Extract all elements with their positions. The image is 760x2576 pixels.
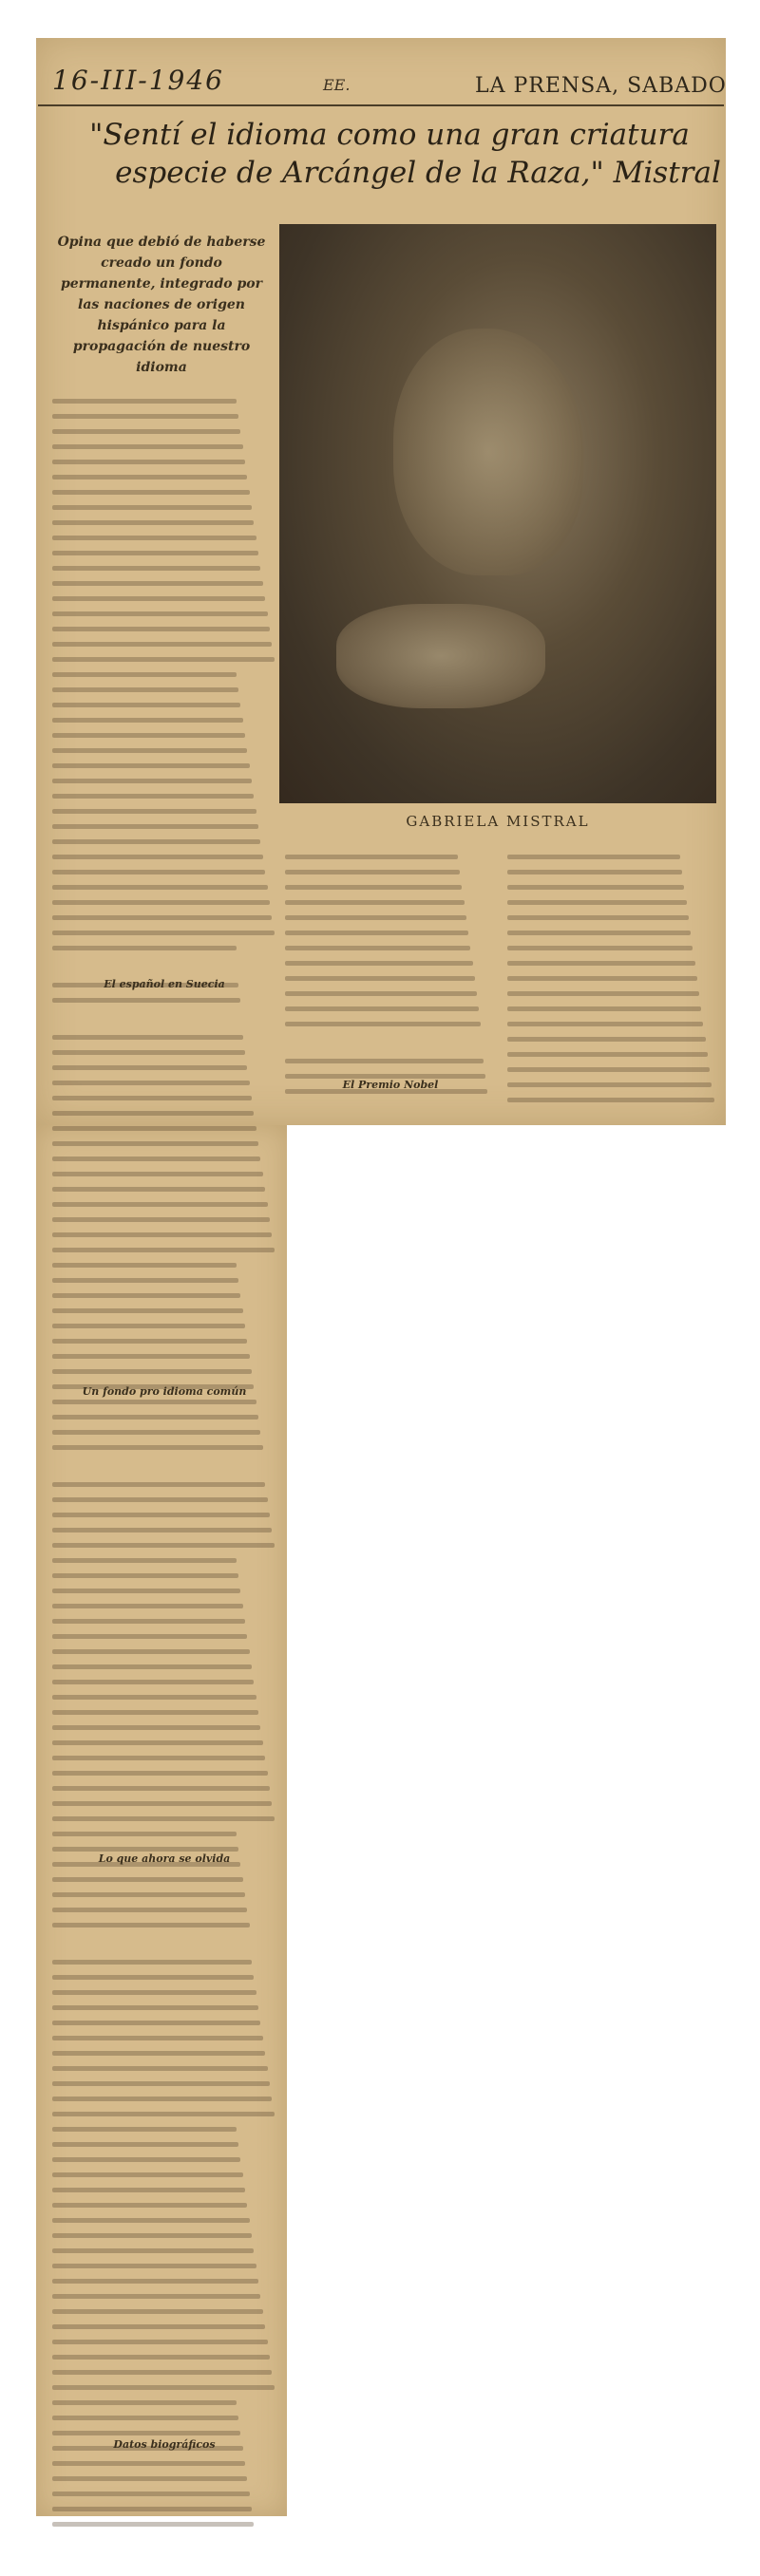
portrait-figure: [393, 329, 583, 575]
text-line: [52, 2461, 245, 2466]
text-line: [52, 2309, 263, 2314]
text-line: [52, 1497, 268, 1502]
header-rule: [38, 104, 724, 106]
text-line: [52, 399, 237, 404]
text-line: [285, 915, 466, 920]
text-line: [52, 2157, 240, 2162]
text-line: [52, 1649, 250, 1654]
text-line: [52, 1619, 245, 1624]
text-line: [52, 1710, 258, 1715]
text-line: [52, 1756, 265, 1760]
text-line: [507, 900, 687, 905]
text-line: [507, 1022, 703, 1026]
text-line: [52, 763, 250, 768]
text-line: [52, 2385, 275, 2390]
text-line: [285, 885, 462, 890]
handwritten-initials: EE.: [323, 76, 351, 94]
text-line: [52, 1187, 265, 1192]
text-line: [52, 1141, 258, 1146]
text-line: [52, 1975, 254, 1980]
text-line: [52, 1832, 237, 1836]
text-line: [52, 1990, 256, 1995]
text-line: [52, 566, 260, 571]
text-line: [52, 824, 258, 829]
text-line: [52, 1308, 243, 1313]
text-line: [52, 627, 270, 631]
text-line: [52, 2522, 254, 2527]
text-line: [52, 672, 237, 677]
text-line: [52, 1543, 275, 1548]
text-line: [52, 2400, 237, 2405]
text-line: [52, 1725, 260, 1730]
text-line: [52, 2431, 240, 2435]
text-line: [52, 1081, 250, 1085]
text-line: [52, 1847, 238, 1852]
text-line: [52, 581, 263, 586]
text-line: [52, 2081, 270, 2086]
text-line: [52, 2172, 243, 2177]
text-line: [52, 2507, 252, 2511]
text-line: [52, 2036, 263, 2040]
text-line: [52, 2370, 272, 2375]
portrait-hands: [336, 604, 545, 708]
photo-caption: GABRIELA MISTRAL: [406, 813, 590, 830]
text-line: [52, 2097, 272, 2101]
subhead-olvida: Lo que ahora se olvida: [98, 1852, 231, 1865]
text-line: [52, 2233, 252, 2238]
text-line: [52, 2476, 247, 2481]
text-line: [52, 460, 245, 464]
text-line: [52, 718, 243, 723]
subhead-fondo: Un fondo pro idioma común: [82, 1385, 247, 1398]
text-line: [52, 1065, 247, 1070]
text-line: [52, 915, 272, 920]
text-line: [52, 1400, 256, 1404]
text-line: [52, 2491, 250, 2496]
text-line: [507, 991, 699, 996]
portrait-photo: [279, 224, 716, 803]
text-line: [52, 1096, 252, 1100]
text-line: [285, 870, 460, 874]
text-line: [285, 855, 458, 859]
text-line: [52, 1695, 256, 1700]
text-line: [507, 915, 689, 920]
text-line: [507, 961, 695, 966]
text-line: [52, 1892, 245, 1897]
text-line: [52, 2279, 258, 2284]
text-line: [52, 1248, 275, 1252]
text-line: [507, 931, 691, 935]
text-line: [52, 1354, 250, 1359]
text-line: [52, 1528, 272, 1532]
text-line: [507, 885, 684, 890]
headline-line-2: especie de Arcángel de la Raza," Mistral: [115, 156, 721, 190]
text-line: [52, 1604, 243, 1608]
text-line: [52, 1740, 263, 1745]
text-line: [507, 1098, 714, 1102]
text-line: [52, 839, 260, 844]
text-line: [52, 1126, 256, 1131]
text-line: [52, 809, 256, 814]
text-line: [52, 1771, 268, 1776]
text-line: [52, 414, 238, 419]
text-line: [285, 1059, 484, 1063]
text-line: [285, 976, 475, 981]
text-line: [52, 885, 268, 890]
text-line: [52, 1293, 240, 1298]
text-line: [507, 870, 682, 874]
newspaper-masthead: LA PRENSA, SABADO: [475, 74, 727, 98]
text-line: [52, 475, 247, 479]
text-line: [52, 2127, 237, 2132]
text-line: [507, 855, 680, 859]
text-line: [52, 1908, 247, 1912]
text-line: [52, 900, 270, 905]
text-line: [52, 1156, 260, 1161]
text-line: [52, 657, 275, 662]
text-line: [52, 611, 268, 616]
text-line: [285, 1006, 479, 1011]
text-line: [52, 2021, 260, 2025]
text-line: [52, 733, 245, 738]
text-line: [52, 998, 240, 1003]
text-line: [52, 1263, 237, 1268]
text-line: [52, 1664, 252, 1669]
text-line: [52, 2051, 265, 2056]
text-line: [52, 1339, 247, 1344]
text-line: [507, 976, 697, 981]
text-line: [52, 1960, 252, 1965]
text-line: [52, 1816, 275, 1821]
text-line: [52, 596, 265, 601]
text-line: [52, 2066, 268, 2071]
text-line: [52, 520, 254, 525]
text-line: [52, 2416, 238, 2420]
text-line: [52, 855, 263, 859]
text-line: [285, 931, 468, 935]
body-column-right: [507, 855, 718, 1113]
text-line: [52, 1634, 247, 1639]
subhead-suecia: El español en Suecia: [104, 978, 225, 990]
text-line: [52, 2340, 268, 2344]
text-line: [52, 2005, 258, 2010]
text-line: [52, 2294, 260, 2299]
text-line: [52, 870, 265, 874]
subhead-nobel: El Premio Nobel: [342, 1079, 439, 1091]
text-line: [52, 748, 247, 753]
text-line: [52, 1445, 263, 1450]
text-line: [507, 1082, 712, 1087]
text-line: [507, 1037, 706, 1042]
text-line: [52, 1111, 254, 1116]
body-column-middle: [285, 855, 496, 1104]
text-line: [52, 703, 240, 707]
headline-line-1: "Sentí el idioma como una gran criatura: [89, 118, 690, 152]
text-line: [52, 687, 238, 692]
text-line: [52, 2218, 250, 2223]
text-line: [52, 2203, 247, 2208]
article-deck: Opina que debió de haberse creado un fondo permanente, integrado por las naciones de origen hispánico para la propagación de nuestro idioma: [57, 235, 266, 375]
text-line: [52, 1369, 252, 1374]
text-line: [52, 429, 240, 434]
text-line: [285, 946, 470, 950]
text-line: [52, 779, 252, 783]
text-line: [52, 2248, 254, 2253]
text-line: [52, 1877, 243, 1882]
text-line: [52, 1482, 265, 1487]
text-line: [507, 946, 693, 950]
text-line: [52, 2264, 256, 2268]
text-line: [52, 2188, 245, 2192]
text-line: [52, 931, 275, 935]
text-line: [52, 1202, 268, 1207]
text-line: [52, 946, 237, 950]
handwritten-date: 16-III-1946: [52, 65, 224, 96]
text-line: [52, 1217, 270, 1222]
text-line: [52, 1589, 240, 1593]
text-line: [507, 1067, 710, 1072]
text-line: [52, 2112, 275, 2116]
text-line: [52, 505, 252, 510]
text-line: [52, 444, 243, 449]
text-line: [52, 1923, 250, 1927]
text-line: [285, 961, 473, 966]
text-line: [52, 1558, 237, 1563]
text-line: [52, 536, 256, 540]
text-line: [52, 1172, 263, 1176]
text-line: [52, 1050, 245, 1055]
text-line: [52, 1278, 238, 1283]
text-line: [285, 991, 477, 996]
text-line: [52, 794, 254, 799]
text-line: [52, 642, 272, 647]
text-line: [52, 1801, 272, 1806]
text-line: [52, 1680, 254, 1684]
text-line: [285, 1022, 481, 1026]
text-line: [285, 900, 465, 905]
text-line: [52, 1232, 272, 1237]
text-line: [52, 2355, 270, 2360]
body-column-left: [52, 399, 276, 2537]
text-line: [52, 1573, 238, 1578]
text-line: [52, 2324, 265, 2329]
text-line: [52, 1324, 245, 1328]
text-line: [52, 1415, 258, 1420]
text-line: [52, 1430, 260, 1435]
headline: [57, 116, 722, 192]
text-line: [52, 1786, 270, 1791]
text-line: [52, 1035, 243, 1040]
text-line: [52, 490, 250, 495]
text-line: [52, 1513, 270, 1517]
text-line: [52, 2142, 238, 2147]
text-line: [507, 1006, 701, 1011]
subhead-datos: Datos biográficos: [113, 2438, 216, 2451]
text-line: [52, 551, 258, 555]
text-line: [507, 1052, 708, 1057]
